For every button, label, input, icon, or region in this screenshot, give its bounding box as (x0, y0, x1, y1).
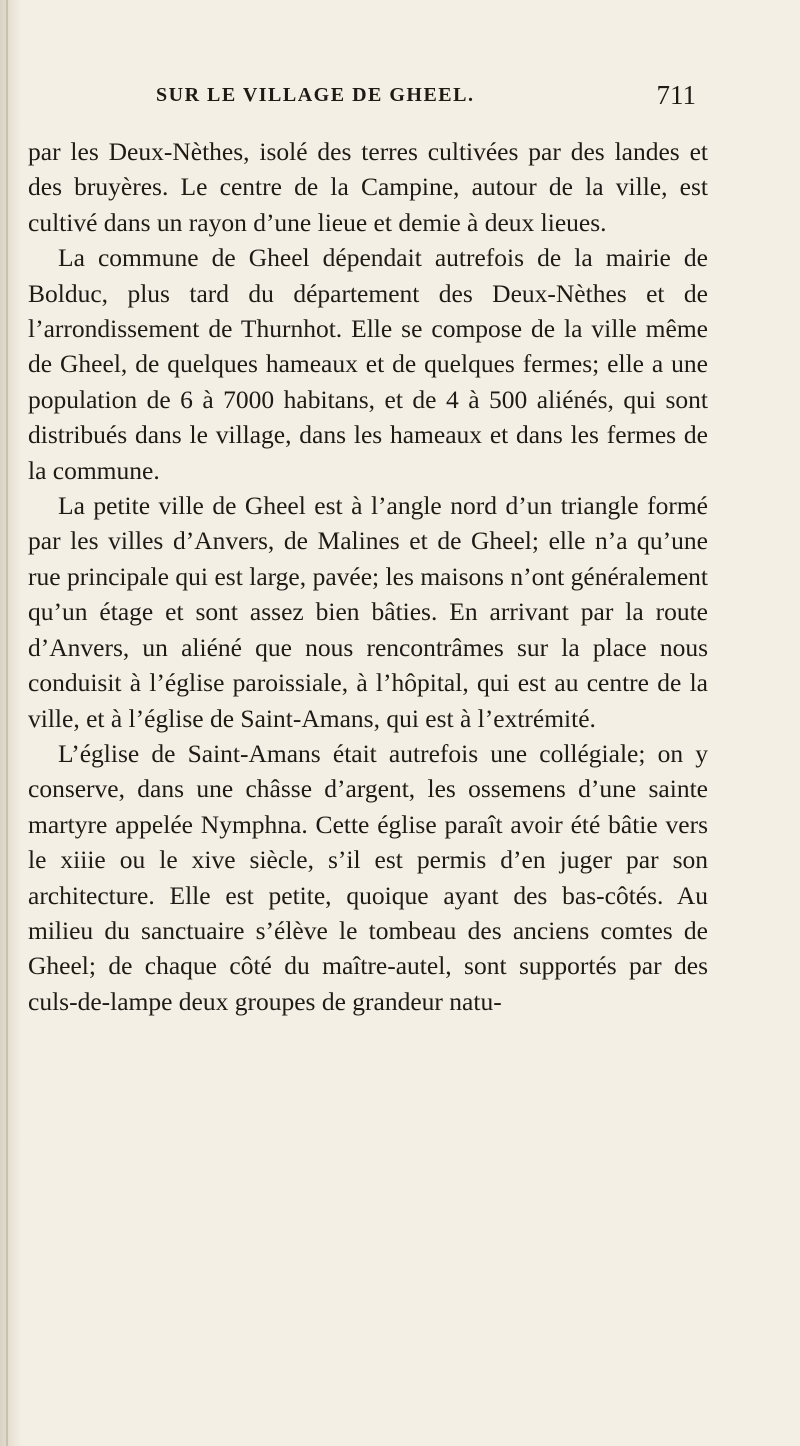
paragraph: par les Deux-Nèthes, isolé des terres cultivées par des landes et des bruyères. Le centre de la Campine, autour de la ville, est cultivé dans un rayon d’une lieue et demie à deux lieues. (28, 137, 708, 237)
page-header (156, 80, 696, 124)
binding-edge (6, 0, 8, 1446)
paragraph: L’église de Saint-Amans était autrefois une collégiale; on y conserve, dans une châsse d’argent, les ossemens d’une sainte martyre appelée Nymphna. Cette église paraît avoir été bâtie vers le xiiie ou le xive siècle, s’il est permis d’en juger par son architecture. Elle est petite, quoique ayant des bas-côtés. Au milieu du sanctuaire s’élève le tombeau des anciens comtes de Gheel; de chaque côté du maître-autel, sont supportés par des culs-de-lampe deux groupes de grandeur natu- (28, 738, 708, 1016)
body-text (28, 134, 708, 1019)
paragraph: La commune de Gheel dépendait autrefois de la mairie de Bolduc, plus tard du département des Deux-Nèthes et de l’arrondissement de Thurnhot. Elle se compose de la ville même de Gheel, de quelques hameaux et de quelques fermes; elle a une population de 6 à 7000 habitans, et de 4 à 500 aliénés, qui sont distribués dans le village, dans les hameaux et dans les fermes de la commune. (28, 243, 708, 485)
page-number: 711 (656, 80, 696, 110)
binding-gutter (0, 0, 22, 1446)
running-title: SUR LE VILLAGE DE GHEEL. (156, 84, 475, 106)
paragraph: La petite ville de Gheel est à l’angle nord d’un triangle formé par les villes d’Anvers, de Malines et de Gheel; elle n’a qu’une rue principale qui est large, pavée; les maisons n’ont généralement qu’un étage et sont assez bien bâties. En arrivant par la route d’Anvers, un aliéné que nous rencontrâmes sur la place nous conduisit à l’église paroissiale, à l’hôpital, qui est au centre de la ville, et à l’église de Saint-Amans, qui est à l’extrémité. (28, 491, 708, 733)
